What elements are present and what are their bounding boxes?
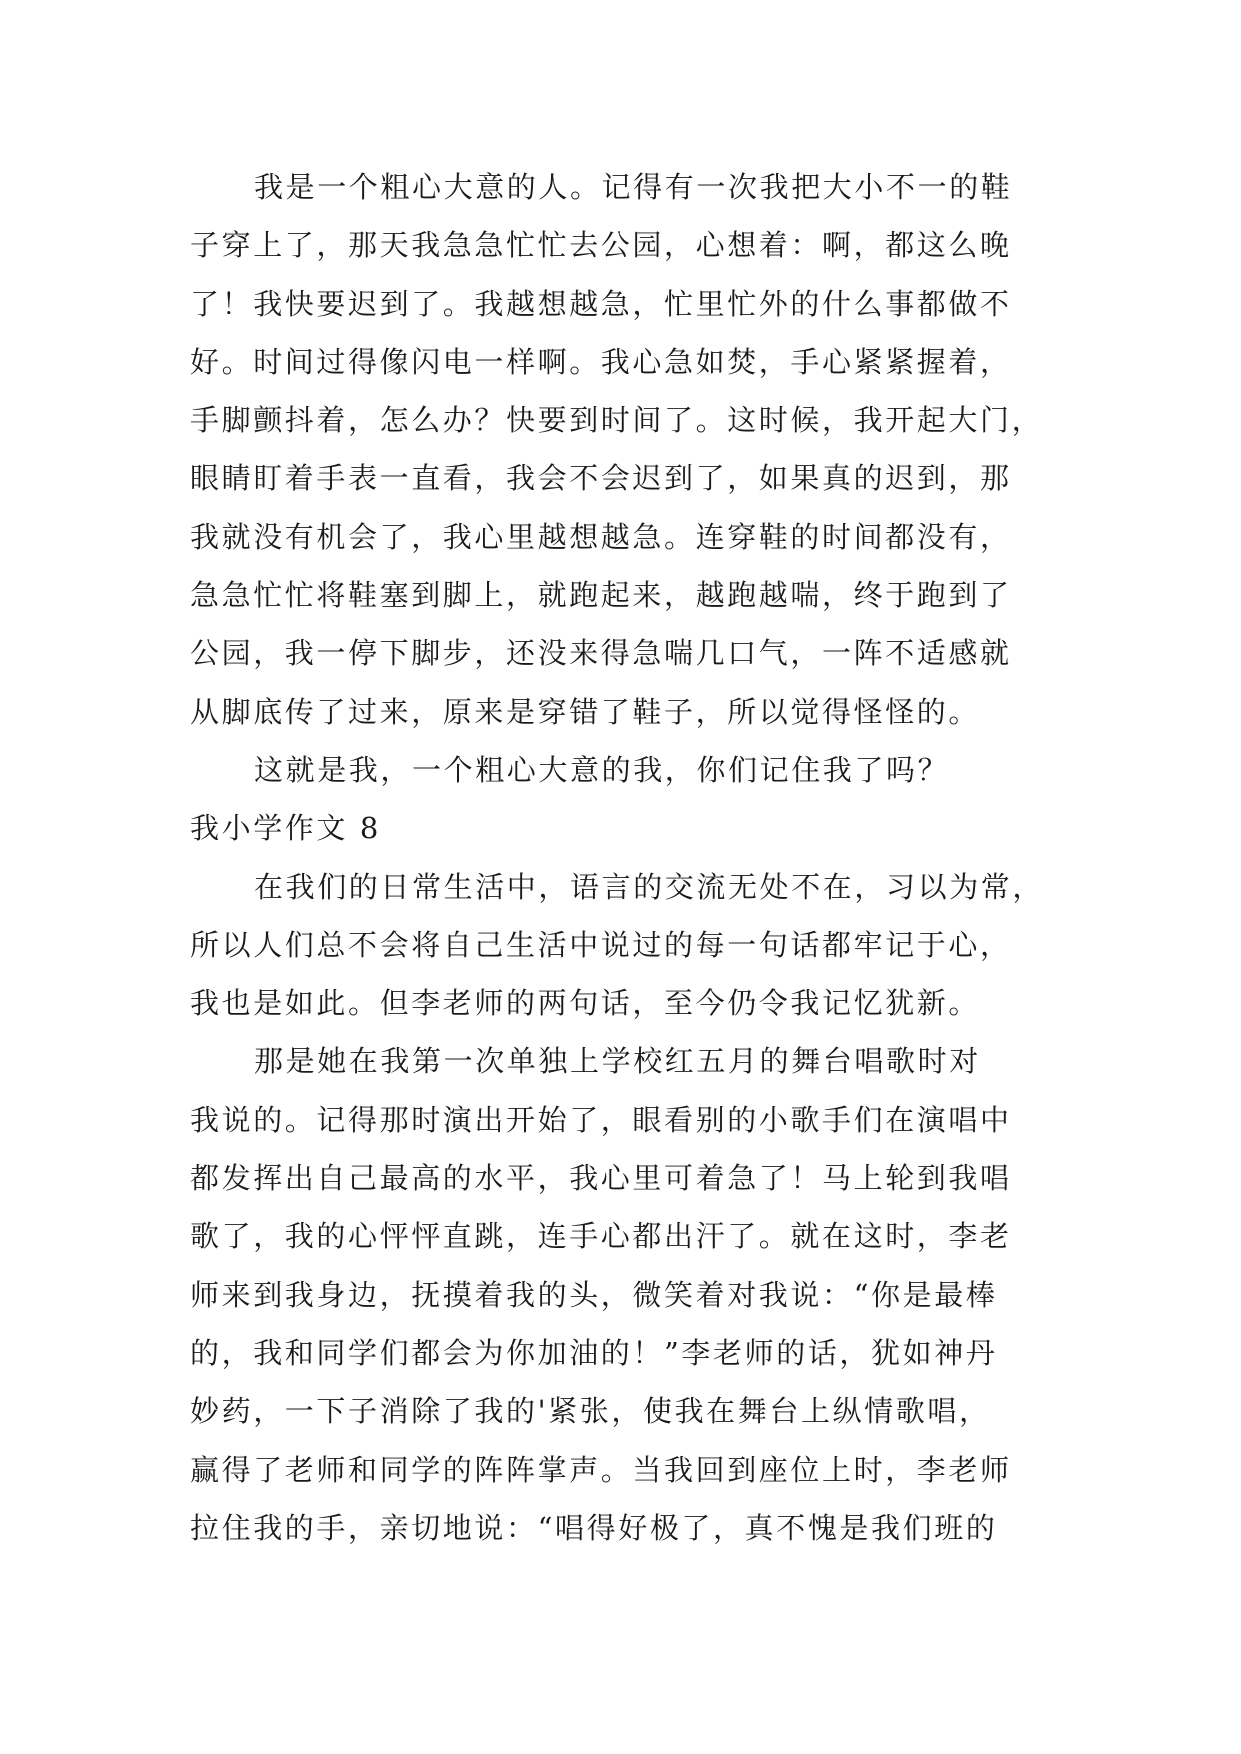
- paragraph-first-line: 那是她在我第一次单独上学校红五月的舞台唱歌时对: [254, 1044, 981, 1079]
- text-line: 我就没有机会了，我心里越想越急。连穿鞋的时间都没有，: [190, 519, 1012, 554]
- text-line: 赢得了老师和同学的阵阵掌声。当我回到座位上时，李老师: [190, 1452, 1012, 1487]
- text-line: 好。时间过得像闪电一样啊。我心急如焚，手心紧紧握着，: [190, 344, 1012, 379]
- text-line: 歌了，我的心怦怦直跳，连手心都出汗了。就在这时，李老: [190, 1219, 1012, 1254]
- text-line: 所以人们总不会将自己生活中说过的每一句话都牢记于心，: [190, 927, 1012, 962]
- text-line: 子穿上了，那天我急急忙忙去公园，心想着：啊，都这么晚: [190, 228, 1012, 263]
- text-line: 我也是如此。但李老师的两句话，至今仍令我记忆犹新。: [190, 986, 981, 1021]
- text-line: 拉住我的手，亲切地说：“唱得好极了，真不愧是我们班的: [190, 1510, 998, 1545]
- paragraph-first-line: 我是一个粗心大意的人。记得有一次我把大小不一的鞋: [254, 170, 1013, 204]
- text-line: 都发挥出自己最高的水平，我心里可着急了！马上轮到我唱: [190, 1161, 1012, 1196]
- paragraph-first-line: 这就是我，一个粗心大意的我，你们记住我了吗？: [254, 752, 950, 787]
- text-line: 从脚底传了过来，原来是穿错了鞋子，所以觉得怪怪的。: [190, 694, 981, 729]
- text-line: 了！我快要迟到了。我越想越急，忙里忙外的什么事都做不: [190, 286, 1012, 321]
- text-line: 眼睛盯着手表一直看，我会不会迟到了，如果真的迟到，那: [190, 461, 1012, 496]
- text-line: 的，我和同学们都会为你加油的！”李老师的话，犹如神丹: [190, 1335, 998, 1370]
- text-line: 妙药，一下子消除了我的'紧张，使我在舞台上纵情歌唱，: [190, 1394, 991, 1429]
- text-line: 我说的。记得那时演出开始了，眼看别的小歌手们在演唱中: [190, 1102, 1012, 1137]
- text-line: 师来到我身边，抚摸着我的头，微笑着对我说：“你是最棒: [190, 1277, 998, 1312]
- text-line: 我小学作文 8: [190, 811, 381, 846]
- text-line: 手脚颤抖着，怎么办？快要到时间了。这时候，我开起大门，: [190, 403, 1044, 438]
- document-body: [190, 158, 1052, 1557]
- text-line: 急急忙忙将鞋塞到脚上，就跑起来，越跑越喘，终于跑到了: [190, 578, 1012, 613]
- paragraph-first-line: 在我们的日常生活中，语言的交流无处不在，习以为常，: [254, 869, 1045, 904]
- text-line: 公园，我一停下脚步，还没来得急喘几口气，一阵不适感就: [190, 636, 1012, 671]
